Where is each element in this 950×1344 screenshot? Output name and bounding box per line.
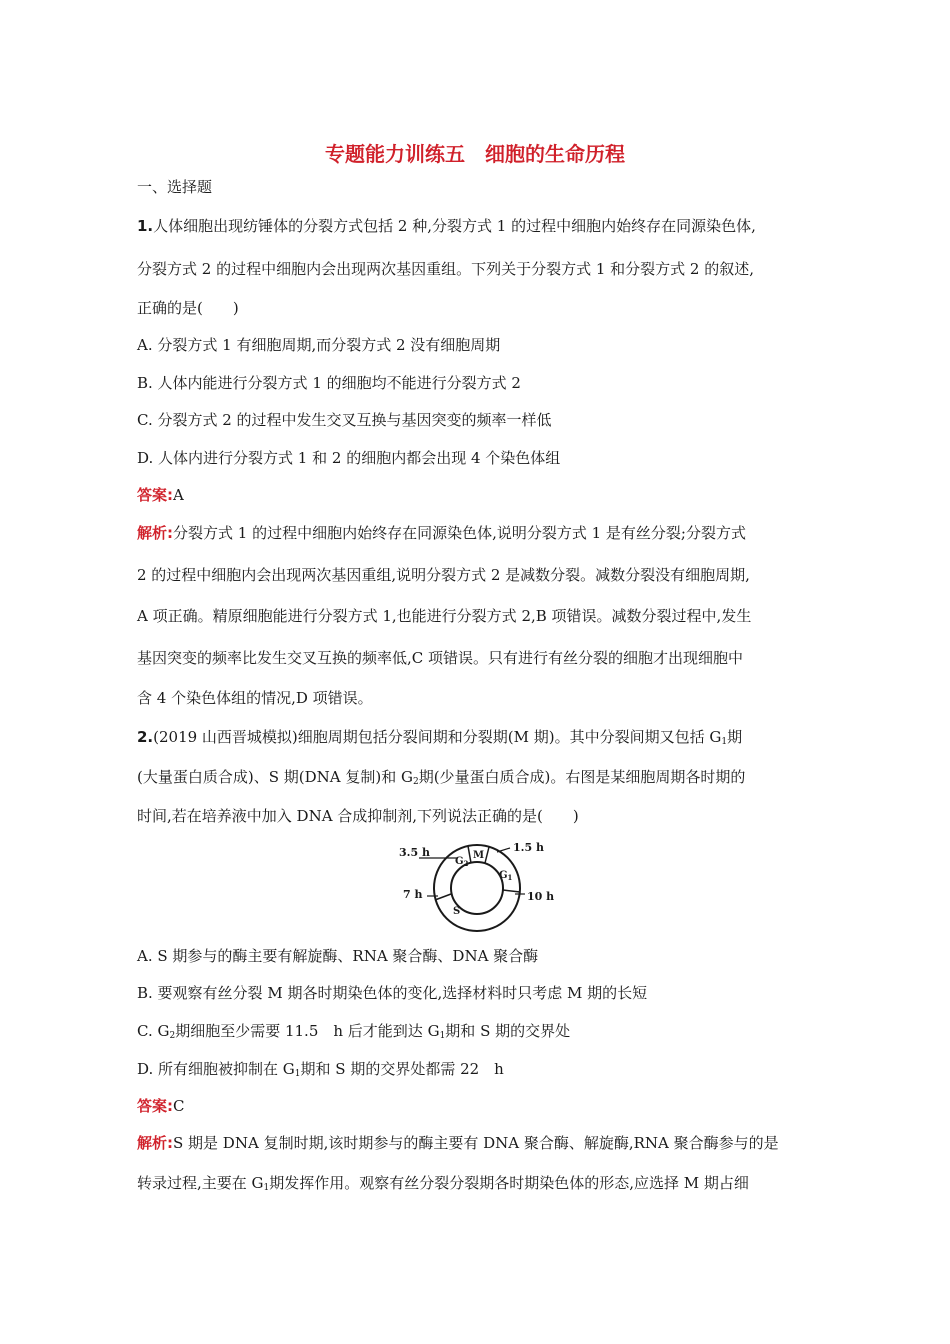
q1-stem-line-2: 分裂方式 2 的过程中细胞内会出现两次基因重组。下列关于分裂方式 1 和分裂方式 2 的叙述, — [137, 260, 755, 278]
q1-stem-text-1: 人体细胞出现纺锤体的分裂方式包括 2 种,分裂方式 1 的过程中细胞内始终存在同源染色体, — [153, 217, 756, 235]
q1-analysis-text-1: 分裂方式 1 的过程中细胞内始终存在同源染色体,说明分裂方式 1 是有丝分裂;分裂方式 — [173, 524, 746, 542]
q1-answer-label: 答案: — [137, 486, 173, 504]
q1-analysis-line-1 — [137, 523, 746, 543]
q1-option-a: A. 分裂方式 1 有细胞周期,而分裂方式 2 没有细胞周期 — [137, 336, 501, 354]
q2-stem-text-1-end: 期 — [727, 728, 743, 746]
q1-stem-line-1 — [137, 216, 756, 236]
q2-stem-sub-1: 1 — [721, 737, 728, 747]
phase-label-s: S — [453, 906, 461, 917]
q2-option-d-text-b: 期和 S 期的交界处都需 22 h — [300, 1060, 504, 1078]
divider-s-g2 — [435, 894, 451, 900]
q1-stem-line-3: 正确的是( ) — [137, 299, 239, 317]
phase-g2-sub: 2 — [463, 859, 469, 868]
q2-answer — [137, 1096, 184, 1116]
q2-option-c-text-a: C. G — [137, 1022, 170, 1040]
q1-answer-value: A — [173, 486, 184, 504]
q1-analysis-line-2: 2 的过程中细胞内会出现两次基因重组,说明分裂方式 2 是减数分裂。减数分裂没有细胞周期, — [137, 566, 750, 584]
q2-option-c-text-b: 期细胞至少需要 11.5 h 后才能到达 G — [175, 1022, 440, 1040]
q1-number: 1. — [137, 217, 154, 235]
time-label-m: 1.5 h — [513, 841, 544, 854]
q2-option-b: B. 要观察有丝分裂 M 期各时期染色体的变化,选择材料时只考虑 M 期的长短 — [137, 984, 648, 1002]
time-label-s: 7 h — [403, 888, 423, 901]
q2-stem-text-2b: 期(少量蛋白质合成)。右图是某细胞周期各时期的 — [418, 768, 746, 786]
q2-option-a: A. S 期参与的酶主要有解旋酶、RNA 聚合酶、DNA 聚合酶 — [137, 947, 539, 965]
q2-option-c-sub-1: 2 — [169, 1031, 176, 1041]
q1-answer — [137, 485, 184, 505]
q1-option-d: D. 人体内进行分裂方式 1 和 2 的细胞内都会出现 4 个染色体组 — [137, 449, 561, 467]
q1-analysis-line-5: 含 4 个染色体组的情况,D 项错误。 — [137, 689, 373, 707]
q2-option-c-sub-2: 1 — [439, 1031, 446, 1041]
q2-stem-line-2 — [137, 767, 745, 792]
q1-analysis-line-4: 基因突变的频率比发生交叉互换的频率低,C 项错误。只有进行有丝分裂的细胞才出现细胞中 — [137, 649, 744, 667]
q2-analysis-text-2b: 期发挥作用。观察有丝分裂分裂期各时期染色体的形态,应选择 M 期占细 — [269, 1174, 749, 1192]
phase-label-g2 — [455, 856, 469, 868]
q2-answer-label: 答案: — [137, 1097, 173, 1115]
q2-analysis-text-2a: 转录过程,主要在 G — [137, 1174, 264, 1192]
time-label-g1: 10 h — [527, 890, 555, 903]
time-label-g2: 3.5 h — [399, 846, 430, 859]
q2-analysis-text-1: S 期是 DNA 复制时期,该时期参与的酶主要有 DNA 聚合酶、解旋酶,RNA 聚合酶参与的是 — [173, 1134, 779, 1152]
q2-option-c-text-c: 期和 S 期的交界处 — [445, 1022, 571, 1040]
q1-option-b: B. 人体内能进行分裂方式 1 的细胞均不能进行分裂方式 2 — [137, 374, 521, 392]
q2-stem-text-1: (2019 山西晋城模拟)细胞周期包括分裂间期和分裂期(M 期)。其中分裂间期又包括 G — [153, 728, 722, 746]
phase-g1-text: G — [499, 870, 508, 881]
q2-analysis-label: 解析: — [137, 1134, 173, 1152]
q2-stem-line-1 — [137, 727, 742, 752]
divider-g1-s — [503, 890, 520, 892]
section-heading: 一、选择题 — [137, 178, 213, 196]
q2-option-d — [137, 1059, 504, 1084]
q2-stem-line-3: 时间,若在培养液中加入 DNA 合成抑制剂,下列说法正确的是( ) — [137, 807, 579, 825]
divider-g2-m — [468, 846, 471, 863]
q1-analysis-label: 解析: — [137, 524, 173, 542]
phase-label-m: M — [473, 850, 485, 861]
q2-option-c — [137, 1021, 570, 1046]
q2-analysis-line-1 — [137, 1133, 779, 1153]
q1-analysis-line-3: A 项正确。精原细胞能进行分裂方式 1,也能进行分裂方式 2,B 项错误。减数分裂过程中,发生 — [137, 607, 752, 625]
q2-number: 2. — [137, 728, 154, 746]
q2-option-d-sub: 1 — [294, 1069, 301, 1079]
q2-answer-value: C — [173, 1097, 185, 1115]
q2-option-d-text-a: D. 所有细胞被抑制在 G — [137, 1060, 295, 1078]
phase-g1-sub: 1 — [507, 873, 513, 882]
q2-analysis-line-2 — [137, 1173, 749, 1198]
cell-cycle-diagram — [395, 838, 560, 933]
q2-stem-sub-2: 2 — [412, 777, 419, 787]
page-title: 专题能力训练五 细胞的生命历程 — [325, 142, 625, 166]
phase-label-g1 — [499, 870, 513, 882]
divider-m-g1 — [485, 847, 489, 863]
phase-g2-text: G — [455, 856, 464, 867]
q2-stem-text-2a: (大量蛋白质合成)、S 期(DNA 复制)和 G — [137, 768, 413, 786]
q1-option-c: C. 分裂方式 2 的过程中发生交叉互换与基因突变的频率一样低 — [137, 411, 552, 429]
q2-analysis-sub: 1 — [263, 1183, 270, 1193]
